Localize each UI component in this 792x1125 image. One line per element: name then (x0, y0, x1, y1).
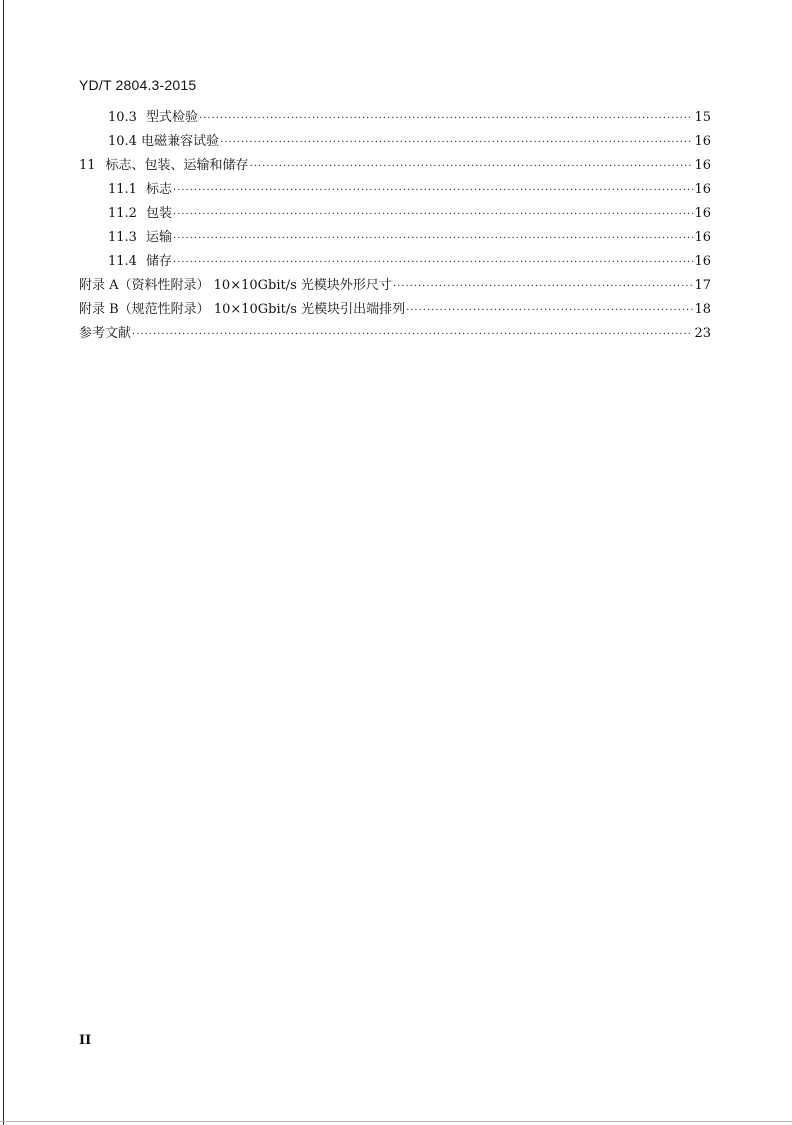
toc-entry[interactable] (79, 322, 711, 346)
toc-entry[interactable] (79, 130, 711, 154)
page-bottom-edge (0, 1121, 792, 1122)
toc-entry-title: 型式检验 (146, 110, 199, 125)
toc-dot-leader (199, 107, 693, 131)
toc-entry[interactable] (79, 250, 711, 274)
toc-dot-leader (406, 299, 693, 323)
toc-entry-page: 16 (694, 134, 711, 149)
toc-entry-page: 23 (694, 326, 711, 341)
toc-entry-page: 16 (694, 254, 711, 269)
toc-entry-number: 11.1 (108, 182, 137, 197)
toc-entry-page: 15 (694, 110, 711, 125)
toc-entry-title: 标志 (146, 182, 173, 197)
toc-entry[interactable] (79, 154, 711, 178)
toc-entry-page: 17 (694, 278, 711, 293)
toc-dot-leader (173, 227, 693, 251)
toc-entry-page: 18 (694, 302, 711, 317)
toc-entry[interactable] (79, 178, 711, 202)
toc-dot-leader (250, 155, 694, 179)
toc-entry-number: 11.4 (108, 254, 137, 269)
toc-entry-title: 附录 A（资料性附录） 10×10Gbit/s 光模块外形尺寸 (79, 278, 392, 293)
toc-entry-number: 11 (79, 158, 96, 173)
page-number: II (79, 1033, 92, 1048)
document-id: YD/T 2804.3-2015 (79, 77, 197, 93)
toc-entry-title: 附录 B（规范性附录） 10×10Gbit/s 光模块引出端排列 (79, 302, 406, 317)
toc-entry[interactable] (79, 106, 711, 130)
toc-entry[interactable] (79, 226, 711, 250)
toc-entry-title: 包装 (146, 206, 173, 221)
toc-entry[interactable] (79, 298, 711, 322)
toc-entry-title: 储存 (146, 254, 173, 269)
toc-entry-number: 11.2 (108, 206, 137, 221)
toc-dot-leader (393, 275, 694, 299)
toc-entry-number: 10.3 (108, 110, 137, 125)
toc-entry[interactable] (79, 274, 711, 298)
table-of-contents (79, 106, 711, 346)
page-edge (3, 0, 4, 1125)
toc-dot-leader (173, 203, 693, 227)
toc-dot-leader (220, 131, 693, 155)
toc-entry-page: 16 (694, 158, 711, 173)
toc-entry-page: 16 (694, 182, 711, 197)
toc-entry-title: 标志、包装、运输和储存 (105, 158, 249, 173)
toc-dot-leader (173, 179, 693, 203)
toc-dot-leader (173, 251, 693, 275)
toc-entry-number: 11.3 (108, 230, 137, 245)
toc-dot-leader (132, 323, 693, 347)
toc-entry[interactable] (79, 202, 711, 226)
toc-entry-page: 16 (694, 230, 711, 245)
toc-entry-title: 参考文献 (79, 326, 132, 341)
toc-entry-title: 10.4 电磁兼容试验 (108, 134, 220, 149)
toc-entry-title: 运输 (146, 230, 173, 245)
toc-entry-page: 16 (694, 206, 711, 221)
